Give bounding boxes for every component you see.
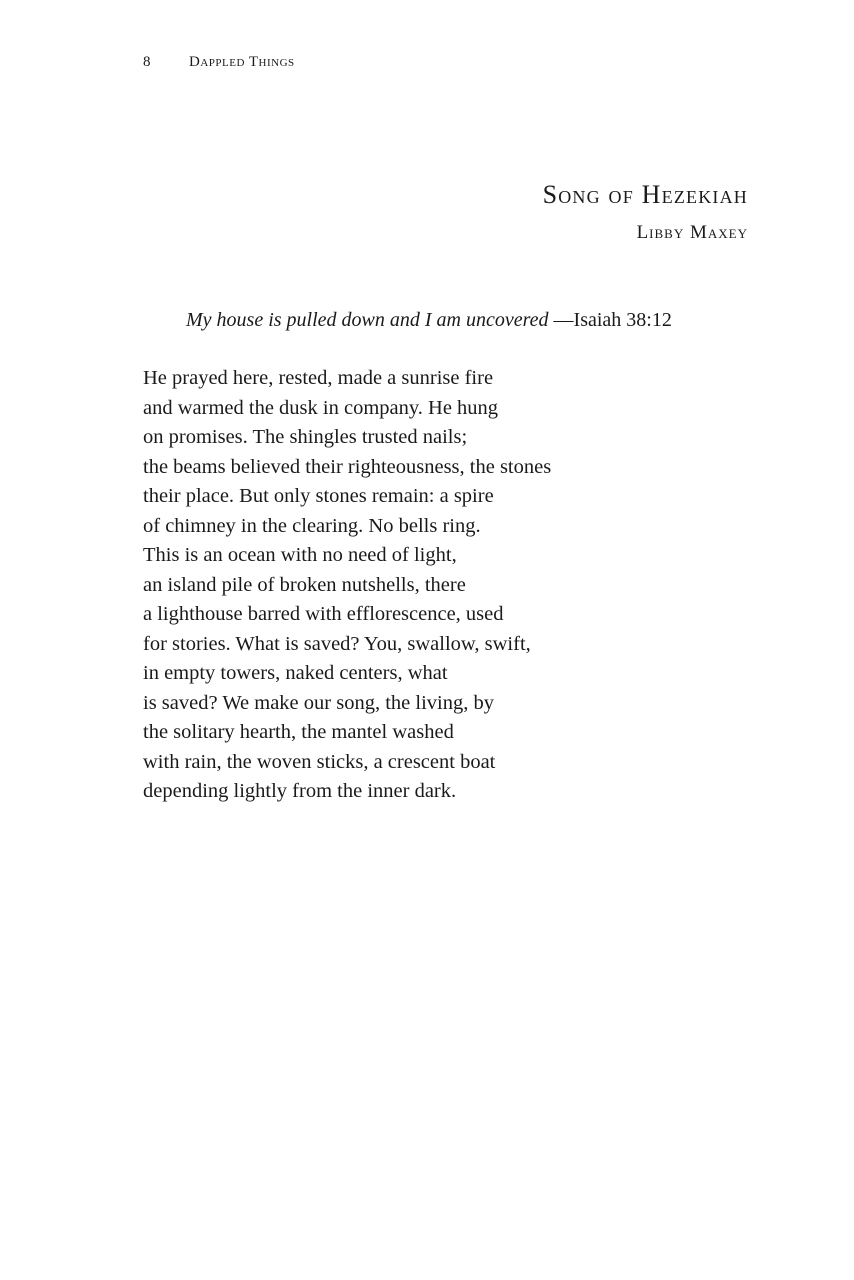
poem-line: depending lightly from the inner dark. (143, 780, 457, 802)
poem-line: on promises. The shingles trusted nails; (143, 426, 468, 448)
epigraph (186, 306, 672, 334)
journal-title: Dappled Things (189, 54, 295, 70)
poem-author: Libby Maxey (636, 222, 748, 243)
poem-line: their place. But only stones remain: a spire (143, 485, 494, 507)
poem-line: for stories. What is saved? You, swallow, swift, (143, 632, 531, 655)
poem-line: with rain, the woven sticks, a crescent boat (143, 750, 496, 773)
poem-line: This is an ocean with no need of light, (143, 544, 457, 566)
poem-title-block (543, 178, 748, 246)
poem-body (143, 364, 551, 807)
epigraph-quote: My house is pulled down and I am uncovered (186, 309, 549, 331)
poem-line: is saved? We make our song, the living, by (143, 691, 494, 714)
poem-line: the beams believed their righteousness, the stones (143, 455, 552, 478)
page-number: 8 (143, 54, 151, 70)
poem-line: a lighthouse barred with efflorescence, used (143, 603, 504, 625)
running-head (143, 52, 295, 72)
poem-title: Song of Hezekiah (542, 180, 748, 209)
poem-line: and warmed the dusk in company. He hung (143, 396, 499, 419)
poem-line: He prayed here, rested, made a sunrise fire (143, 367, 494, 389)
poem-line: the solitary hearth, the mantel washed (143, 721, 454, 743)
poem-line: in empty towers, naked centers, what (143, 662, 448, 684)
poem-line: of chimney in the clearing. No bells ring. (143, 514, 481, 537)
epigraph-attribution: —Isaiah 38:12 (553, 309, 672, 331)
poem-line: an island pile of broken nutshells, there (143, 573, 466, 596)
